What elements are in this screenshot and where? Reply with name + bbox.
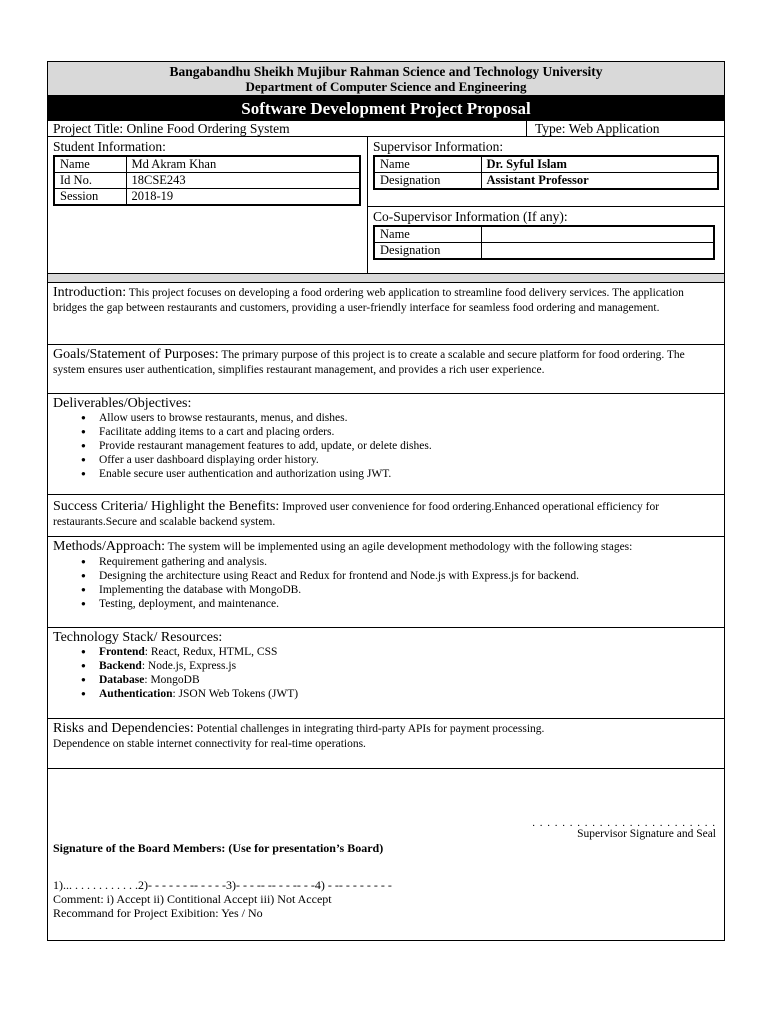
cosupervisor-designation-value <box>481 243 714 260</box>
list-item: ● Backend: Node.js, Express.js <box>81 659 718 673</box>
table-row <box>374 226 714 243</box>
goals-label: Goals/Statement of Purposes: <box>53 347 219 362</box>
board-lines <box>53 878 392 920</box>
student-session-label: Session <box>54 189 126 206</box>
list-item: ● Designing the architecture using React and Redux for frontend and Node.js with Express.js for backend. <box>81 569 718 583</box>
table-row <box>374 156 718 173</box>
deliverables-list <box>53 411 718 481</box>
cosupervisor-info-heading: Co-Supervisor Information (If any): <box>373 209 568 224</box>
supervisor-designation-value: Assistant Professor <box>481 173 718 190</box>
student-info-table <box>53 155 361 206</box>
list-item: ● Provide restaurant management features to add, update, or delete dishes. <box>81 439 718 453</box>
supervisor-signature-line: . . . . . . . . . . . . . . . . . . . . . . . . . <box>532 817 716 829</box>
recommend-line: Recommand for Project Exibition: Yes / No <box>53 906 263 920</box>
table-row <box>54 156 360 173</box>
student-id-label: Id No. <box>54 173 126 189</box>
introduction-text: This project focuses on developing a food ordering web application to streamline food delivery services. The application bridges the gap between restaurants and customers, providing a user-friendly interface for seamless food ordering and management. <box>53 287 684 314</box>
goals-text: The primary purpose of this project is to create a scalable and secure platform for food ordering. The system ensures user authentication, simplifies restaurant management, and provides a rich user experience. <box>53 349 685 376</box>
list-item: ● Authentication: JSON Web Tokens (JWT) <box>81 687 718 701</box>
supervisor-info-heading: Supervisor Information: <box>373 139 504 154</box>
table-row <box>374 173 718 190</box>
cosupervisor-designation-label: Designation <box>374 243 481 260</box>
form-title-banner: Software Development Project Proposal <box>48 96 724 121</box>
list-item: ● Implementing the database with MongoDB. <box>81 583 718 597</box>
supervisor-designation-label: Designation <box>374 173 481 190</box>
table-row <box>374 243 714 260</box>
introduction-section <box>48 283 724 345</box>
risks-text: Potential challenges in integrating third-party APIs for payment processing. <box>193 723 545 735</box>
tech-list <box>53 645 718 701</box>
success-criteria-section <box>48 495 724 537</box>
board-signature-label: Signature of the Board Members: (Use for presentation’s Board) <box>53 841 384 855</box>
risks-label: Risks and Dependencies: <box>53 721 194 736</box>
list-item: ● Enable secure user authentication and authorization using JWT. <box>81 467 718 481</box>
methods-section <box>48 537 724 628</box>
info-row <box>48 137 724 274</box>
goals-section <box>48 345 724 394</box>
student-info-heading: Student Information: <box>53 139 166 154</box>
section-divider <box>48 274 724 283</box>
project-type: Type: Web Application <box>535 121 660 136</box>
supervisor-info <box>368 137 724 273</box>
student-id-value: 18CSE243 <box>126 173 360 189</box>
tech-label: Technology Stack/ Resources: <box>53 630 223 645</box>
methods-label: Methods/Approach: <box>53 539 165 554</box>
list-item: ● Allow users to browse restaurants, menus, and dishes. <box>81 411 718 425</box>
introduction-label: Introduction: <box>53 285 127 300</box>
cosupervisor-info <box>368 206 724 260</box>
deliverables-label: Deliverables/Objectives: <box>53 396 192 411</box>
cosupervisor-name-label: Name <box>374 226 481 243</box>
deliverables-section <box>48 394 724 495</box>
project-title-row <box>48 121 724 137</box>
university-name: Bangabandhu Sheikh Mujibur Rahman Science and Technology University <box>169 64 603 79</box>
list-item: ● Testing, deployment, and maintenance. <box>81 597 718 611</box>
methods-list <box>53 555 718 611</box>
comment-line: Comment: i) Accept ii) Contitional Accept iii) Not Accept <box>53 892 332 906</box>
list-item: ● Facilitate adding items to a cart and placing orders. <box>81 425 718 439</box>
methods-text: The system will be implemented using an agile development methodology with the following stages: <box>164 541 633 553</box>
department-name: Department of Computer Science and Engineering <box>245 79 527 94</box>
table-row <box>54 173 360 189</box>
proposal-form <box>47 61 725 941</box>
student-session-value: 2018-19 <box>126 189 360 206</box>
list-item: ● Database: MongoDB <box>81 673 718 687</box>
supervisor-name-label: Name <box>374 156 481 173</box>
supervisor-signature-label: Supervisor Signature and Seal <box>577 828 716 840</box>
cosupervisor-info-table <box>373 225 715 260</box>
student-name-value: Md Akram Khan <box>126 156 360 173</box>
table-row <box>54 189 360 206</box>
signature-area <box>48 769 724 933</box>
project-title: Project Title: Online Food Ordering System <box>48 121 527 136</box>
supervisor-name-value: Dr. Syful Islam <box>481 156 718 173</box>
student-info <box>48 137 368 273</box>
list-item: ● Frontend: React, Redux, HTML, CSS <box>81 645 718 659</box>
risks-text-2: Dependence on stable internet connectivity for real-time operations. <box>53 738 366 750</box>
board-signature-slots: 1)... . . . . . . . . . . .2)- - - - - - -- - - - -3)- - - -- -- - - -- - -4) - -- - - - - - - - <box>53 878 392 892</box>
technology-stack-section <box>48 628 724 719</box>
list-item: ● Requirement gathering and analysis. <box>81 555 718 569</box>
success-label: Success Criteria/ Highlight the Benefits: <box>53 499 280 514</box>
supervisor-info-table <box>373 155 719 190</box>
list-item: ● Offer a user dashboard displaying order history. <box>81 453 718 467</box>
form-header <box>48 62 724 96</box>
cosupervisor-name-value <box>481 226 714 243</box>
risks-section <box>48 719 724 769</box>
student-name-label: Name <box>54 156 126 173</box>
success-text: Improved user convenience for food ordering.Enhanced operational efficiency for restaurants.Secure and scalable backend system. <box>53 501 660 528</box>
